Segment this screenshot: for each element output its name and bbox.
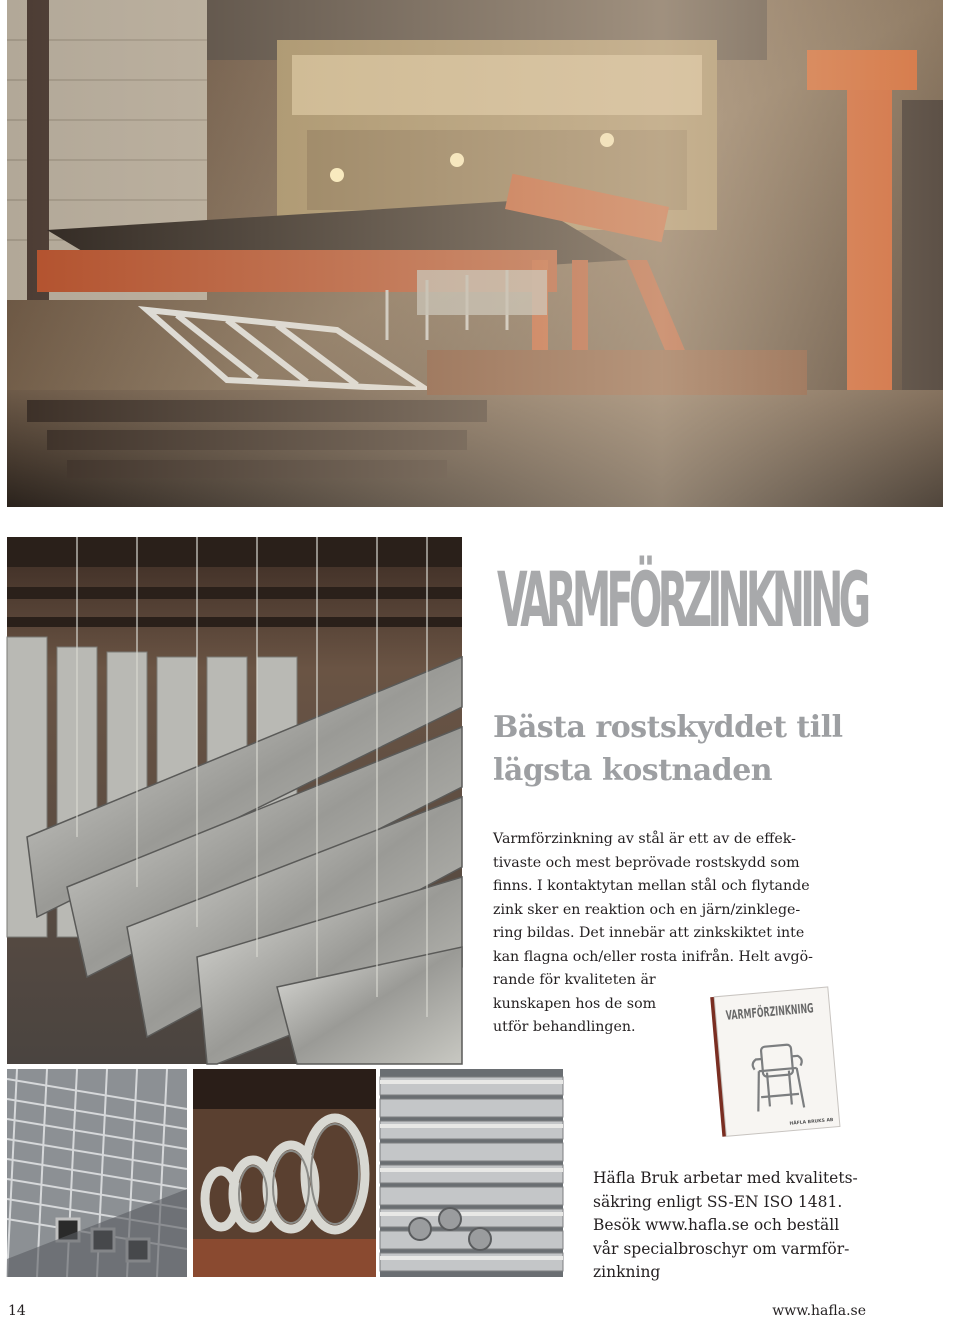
paragraph-line: zinkning	[593, 1263, 661, 1281]
paragraph-line: Varmförzinkning av stål är ett av de effek-	[493, 831, 796, 847]
brochure-image	[706, 984, 871, 1139]
subtitle-line: Bästa rostskyddet till	[493, 710, 843, 745]
photo-galvanized-panels	[7, 537, 462, 1064]
paragraph-line: kan flagna och/eller rosta inifrån. Helt avgö-	[493, 948, 813, 965]
photo-galvanized-grating	[7, 1069, 187, 1277]
photo-galvanized-pipes	[380, 1069, 563, 1277]
paragraph-line: zink sker en reaktion och en järn/zinklege-	[493, 901, 801, 918]
photo-galvanized-rings	[193, 1069, 376, 1277]
brochure-publisher: HÄFLA BRUKS AB	[789, 1117, 834, 1127]
subtitle	[493, 706, 933, 792]
website-link[interactable]: www.hafla.se	[772, 1303, 866, 1319]
subtitle-line: lägsta kostnaden	[493, 753, 773, 788]
paragraph-line: utför behandlingen.	[493, 1019, 636, 1035]
certification-paragraph	[593, 1167, 893, 1285]
paragraph-line: Häfla Bruk arbetar med kvalitets-	[593, 1169, 858, 1187]
page-number: 14	[8, 1303, 26, 1319]
paragraph-line: rande för kvaliteten är	[493, 972, 656, 988]
paragraph-line: vår specialbroschyr om varmför-	[593, 1239, 850, 1258]
paragraph-line: ring bildas. Det innebär att zinkskiktet inte	[493, 925, 805, 941]
paragraph-line: tivaste och mest beprövade rostskydd som	[493, 854, 800, 871]
paragraph-line: Besök www.hafla.se och beställ	[593, 1216, 840, 1234]
paragraph-line: kunskapen hos de som	[493, 995, 657, 1012]
paragraph-line: finns. I kontaktytan mellan stål och flytande	[493, 878, 810, 894]
hero-photo-galvanizing-plant	[7, 0, 943, 507]
brochure-title: VARMFÖRZINKNING	[725, 996, 871, 1024]
paragraph-line: säkring enligt SS-EN ISO 1481.	[593, 1192, 843, 1211]
page-headline: VARMFÖRZINKNING	[497, 555, 867, 644]
